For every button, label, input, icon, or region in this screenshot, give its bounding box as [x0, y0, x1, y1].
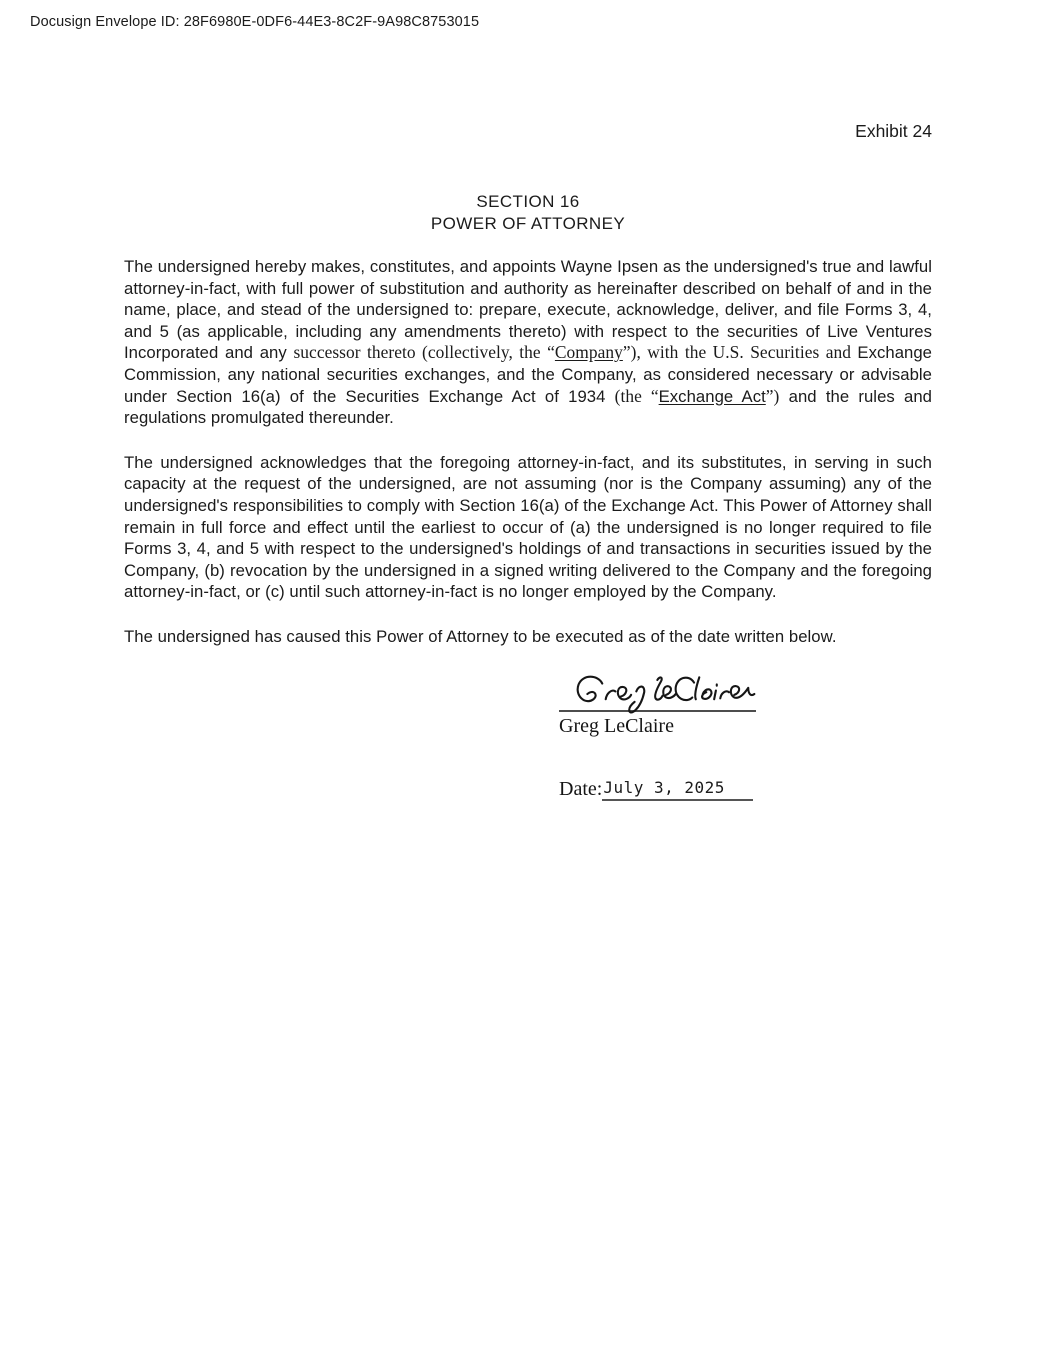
- p1-serif-run-2: ”), with the U.S. Securities and: [622, 342, 858, 363]
- document-body: [124, 256, 932, 648]
- p1-text-mid: Exchange Commission, any national securities exchanges, and the Company, as considered necessary or advisable under Section 16(a) of the Securities Exchange Act of 1934: [124, 343, 933, 406]
- paragraph-appointment: [124, 256, 932, 429]
- signature-line: [559, 664, 756, 712]
- signatory-printed-name: Greg LeClaire: [559, 715, 674, 737]
- title-line-power-of-attorney: POWER OF ATTORNEY: [430, 213, 626, 233]
- p1-text-tail: and the rules and regulations promulgated thereunder.: [124, 386, 932, 428]
- date-row: [559, 776, 756, 801]
- p1-serif-run-4: ”): [765, 385, 780, 406]
- document-title: [124, 191, 932, 234]
- date-label: Date:: [559, 778, 603, 800]
- signature-handwriting: [569, 668, 757, 720]
- exhibit-label: Exhibit 24: [855, 121, 932, 141]
- signature-block: [559, 664, 756, 801]
- date-value: July 3, 2025: [602, 776, 753, 801]
- paragraph-acknowledgment: The undersigned acknowledges that the foregoing attorney-in-fact, and its substitutes, in serving in such capacity at the request of the undersigned, are not assuming (nor is the Company assuming) any of the undersigned's responsibilities to comply with Section 16(a) of the Exchange Act. This Power of Attorney shall remain in full force and effect until the earliest to occur of (a) the undersigned is no longer required to file Forms 3, 4, and 5 with respect to the undersigned's holdings of and transactions in securities issued by the Company, (b) revocation by the undersigned in a signed writing delivered to the Company and the foregoing attorney-in-fact, or (c) until such attorney-in-fact is no longer employed by the Company.: [124, 452, 932, 602]
- title-line-section: SECTION 16: [476, 192, 580, 211]
- docusign-envelope-id: Docusign Envelope ID: 28F6980E-0DF6-44E3-8C2F-9A98C8753015: [30, 14, 480, 30]
- defined-term-exchange-act: Exchange Act: [658, 386, 766, 406]
- p1-serif-run-3: (the “: [614, 385, 659, 406]
- paragraph-execution: The undersigned has caused this Power of Attorney to be executed as of the date written below.: [124, 626, 837, 646]
- defined-term-company: Company: [554, 342, 623, 363]
- p1-serif-run-1: successor thereto (collectively, the “: [293, 342, 555, 363]
- p1-text-lead: The undersigned hereby makes, constitutes, and appoints Wayne Ipsen as the undersigned's true and lawful attorney-in-fact, with full power of substitution and authority as hereinafter described on behalf of and in the name, place, and stead of the undersigned to: prepare, execute, acknowledge, deliver, and file Forms 3, 4, and 5 (as applicable, including any amendments thereto) with respect to the securities of Live Ventures Incorporated and any: [124, 257, 932, 363]
